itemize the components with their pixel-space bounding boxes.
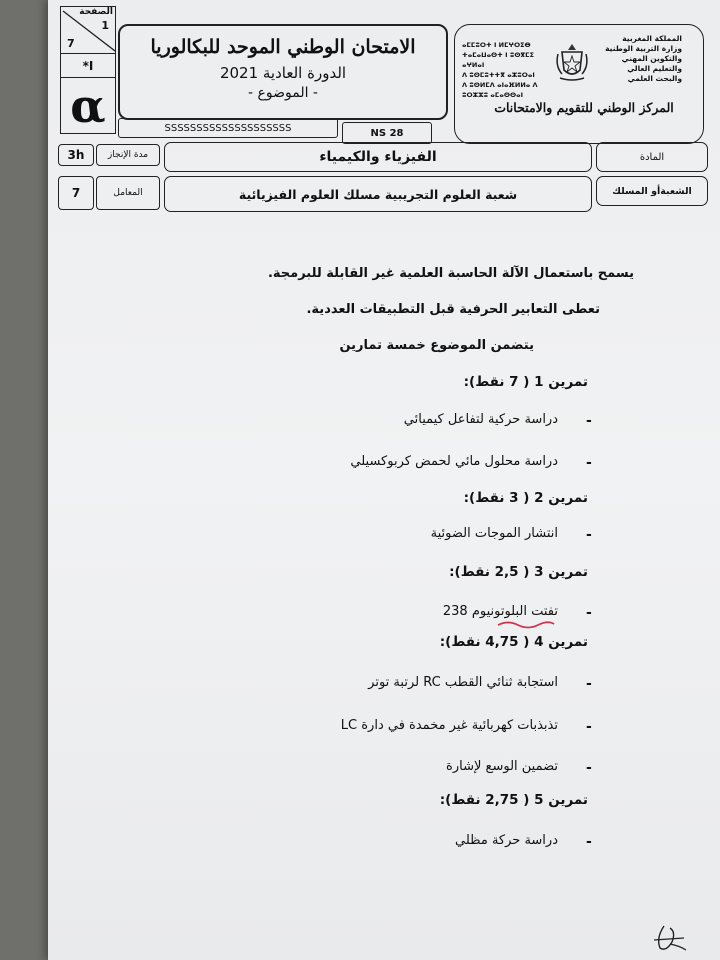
tifinagh-line: ⴰⵎⵎⵓⵔⵜ ⵏ ⵍⵎⵖⵔⵉⴱ bbox=[462, 41, 531, 49]
duration-value: 3h bbox=[67, 148, 85, 162]
bullet-dash: - bbox=[586, 719, 592, 735]
subject-value: الفيزياء والكيمياء bbox=[319, 149, 437, 165]
bullet-dash: - bbox=[586, 455, 592, 471]
tifinagh-line: ⴷ ⵓⵙⵍⵎⴷ ⴰⵏⴰⴼⵍⵍⴰ ⴷ ⵓⵔⵣⵣⵓ ⴰⵎⴰⵙⵙⴰⵏ bbox=[462, 81, 538, 99]
exam-code: NS 28 bbox=[370, 127, 404, 139]
page-number: 1 bbox=[101, 19, 109, 32]
bullet-dash: - bbox=[586, 605, 592, 621]
exercise-2-title: تمرين 2 ( 3 نقط): bbox=[463, 490, 588, 506]
exercise-1-title: تمرين 1 ( 7 نقط): bbox=[463, 374, 588, 390]
bullet-dash: - bbox=[586, 676, 592, 692]
exercise-1-item-2: دراسة محلول مائي لحمض كربوكسيلي bbox=[350, 454, 558, 469]
exercise-1-item-1: دراسة حركية لتفاعل كيميائي bbox=[403, 412, 558, 427]
note-calculator: يسمح باستعمال الآلة الحاسبة العلمية غير القابلة للبرمجة. bbox=[267, 266, 634, 281]
ministry-line: وزارة التربية الوطنية bbox=[605, 44, 682, 53]
handwritten-underline bbox=[496, 620, 556, 630]
tifinagh-line: ⴷ ⵓⵙⵎⵓⵜⵜⴳ ⴰⵣⵓⵔⴰⵏ bbox=[462, 71, 535, 79]
session: الدورة العادية 2021 bbox=[219, 64, 347, 82]
exam-title: الامتحان الوطني الموحد للبكالوريا bbox=[150, 36, 416, 58]
ministry-line: المملكة المغربية bbox=[622, 34, 682, 43]
exercise-4-item-2: تذبذبات كهربائية غير مخمدة في دارة LC bbox=[340, 718, 558, 733]
tifinagh-line: ⵜⴰⵎⴰⵡⴰⵙⵜ ⵏ ⵓⵙⴳⵎⵉ ⴰⵖⵍⴰⵏ bbox=[462, 51, 535, 69]
exercise-4-item-3: تضمين الوسع لإشارة bbox=[446, 759, 558, 774]
serial-number: SSSSSSSSSSSSSSSSSSSS bbox=[164, 122, 292, 134]
exercise-3-title: تمرين 3 ( 2,5 نقط): bbox=[449, 564, 588, 580]
bullet-dash: - bbox=[586, 834, 592, 850]
ministry-line: والتكوين المهني bbox=[621, 54, 682, 63]
center-name: المركز الوطني للتقويم والامتحانات bbox=[494, 99, 674, 115]
duration-label: مدة الإنجاز bbox=[107, 150, 149, 160]
page-label: الصفحة bbox=[79, 7, 113, 17]
branch-value: شعبة العلوم التجريبية مسلك العلوم الفيزيائية bbox=[238, 186, 518, 202]
handwritten-signature-mark bbox=[650, 922, 690, 954]
exercise-2-item-1: انتشار الموجات الضوئية bbox=[430, 526, 558, 541]
note-exercise-count: يتضمن الموضوع خمسة تمارين bbox=[339, 338, 534, 353]
page-total: 7 bbox=[67, 37, 75, 50]
subject-type: - الموضوع - bbox=[248, 85, 318, 101]
coef-value: 7 bbox=[71, 186, 81, 200]
bullet-dash: - bbox=[586, 760, 592, 776]
note-expressions: تعطى التعابير الحرفية قبل التطبيقات العددية. bbox=[306, 302, 600, 317]
code-mark: *I bbox=[82, 58, 94, 73]
exercise-5-title: تمرين 5 ( 2,75 نقط): bbox=[439, 792, 588, 808]
bullet-dash: - bbox=[586, 413, 592, 429]
exercise-list bbox=[48, 0, 720, 960]
coef-label: المعامل bbox=[113, 188, 143, 198]
bullet-dash: - bbox=[586, 527, 592, 543]
exercise-4-item-1: استجابة ثنائي القطب RC لرتبة توتر bbox=[368, 675, 558, 690]
exercise-5-item-1: دراسة حركة مظلي bbox=[455, 833, 558, 848]
subject-label: المادة bbox=[639, 151, 665, 163]
exam-paper bbox=[48, 0, 720, 960]
exercise-4-title: تمرين 4 ( 4,75 نقط): bbox=[439, 634, 588, 650]
exercise-3-item-1: تفتت البلوتونيوم 238 bbox=[442, 604, 558, 619]
ministry-line: والتعليم العالي والبحث العلمي bbox=[627, 64, 682, 83]
alpha-symbol: α bbox=[70, 78, 106, 133]
branch-label: الشعبةأو المسلك bbox=[612, 185, 692, 197]
